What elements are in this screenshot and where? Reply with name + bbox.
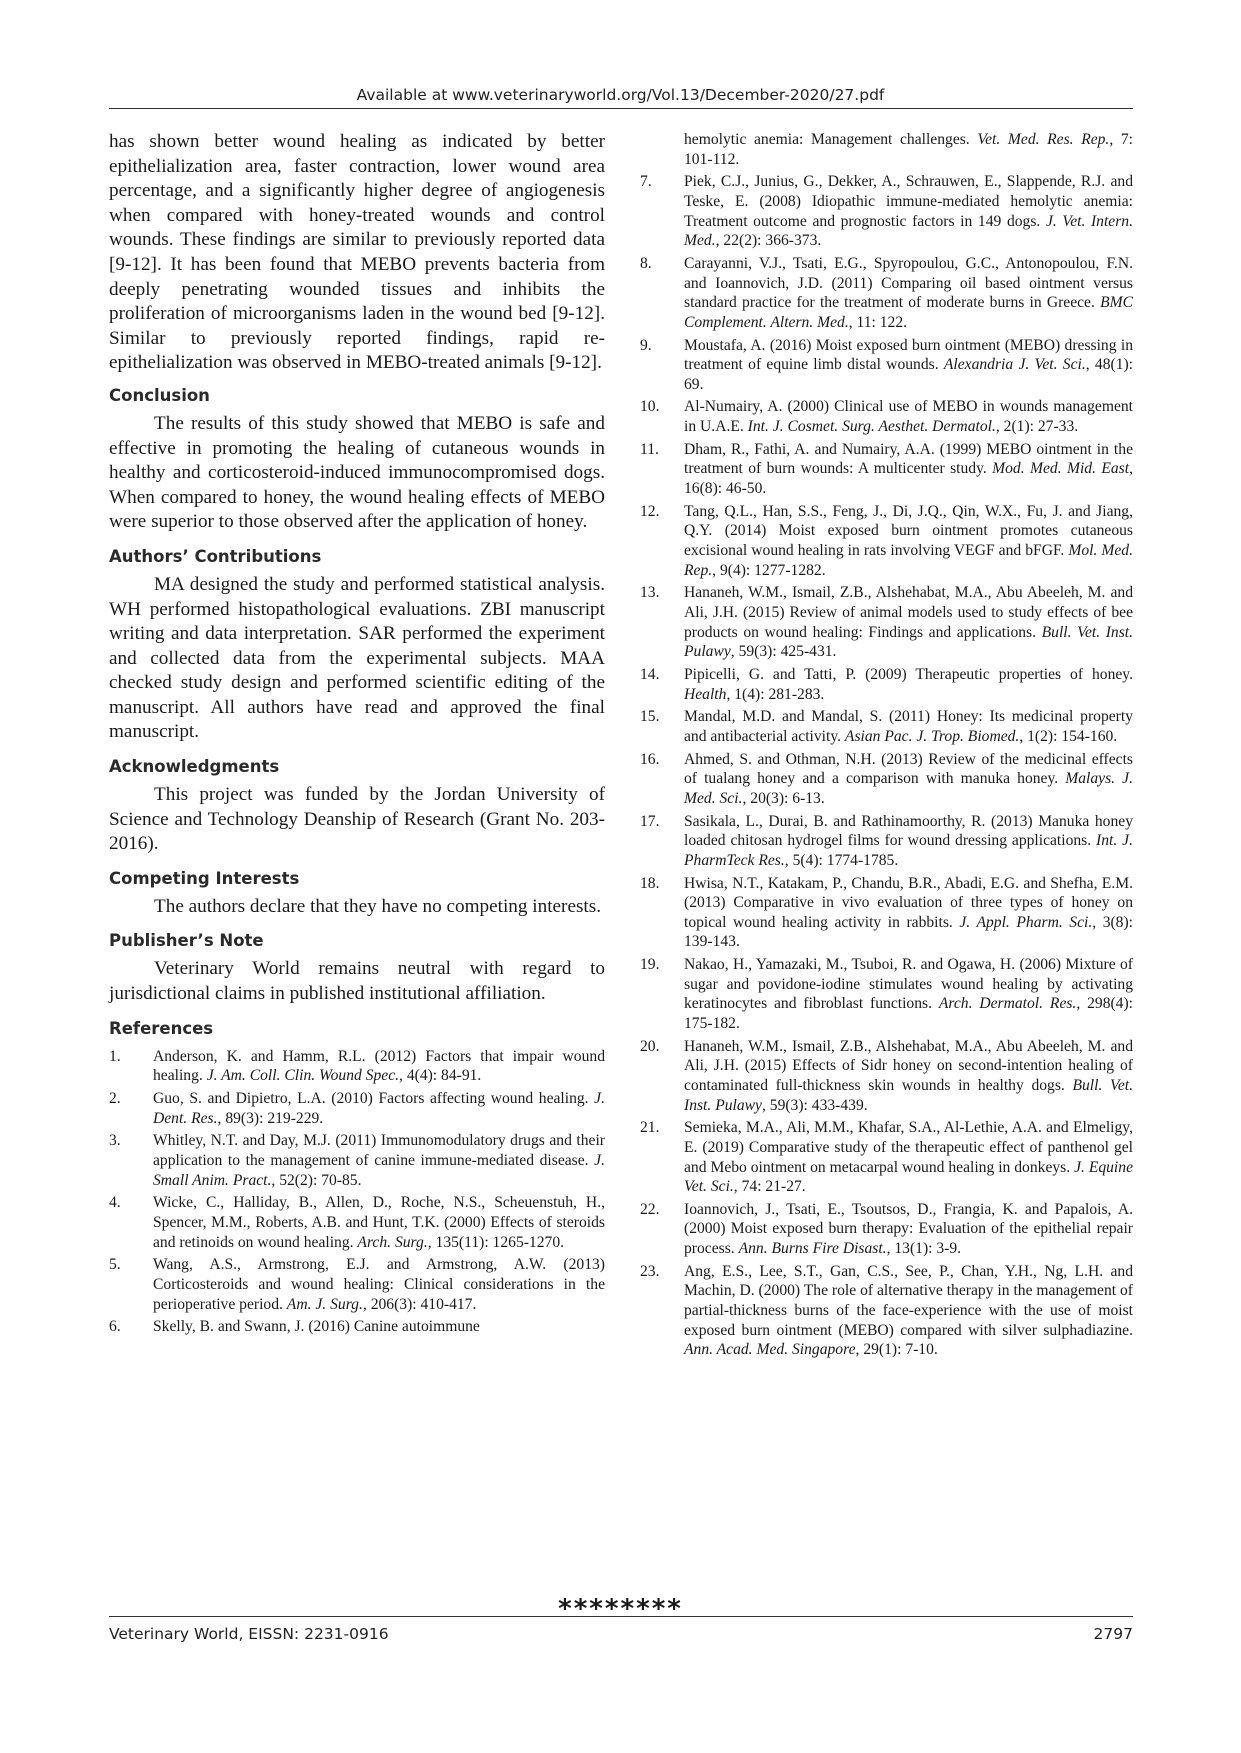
reference-text: [153, 1131, 605, 1190]
reference-volume-pages: , 1(2): 154-160.: [1019, 727, 1118, 745]
reference-authors-title: Dham, R., Fathi, A. and Numairy, A.A. (1999) MEBO ointment in the treatment of burn wounds: A multicenter study.: [684, 440, 1133, 478]
reference-number: [640, 130, 684, 169]
reference-item: [640, 707, 1133, 746]
reference-number: 12.: [640, 502, 660, 520]
reference-text: [153, 1089, 605, 1128]
reference-item: [640, 1262, 1133, 1360]
reference-number: 15.: [640, 708, 660, 726]
reference-number: 14.: [640, 665, 660, 683]
reference-item: [640, 583, 1133, 661]
reference-item: [109, 1131, 605, 1190]
reference-journal: Int. J. PharmTeck Res.: [684, 832, 1133, 869]
reference-number: 2.: [109, 1090, 121, 1107]
reference-item: [640, 812, 1133, 871]
reference-journal: Bull. Vet. Inst. Pulawy: [684, 1076, 1133, 1114]
reference-journal: Alexandria J. Vet. Sci.: [943, 356, 1086, 374]
reference-authors-title: Al-Numairy, A. (2000) Clinical use of MEBO in wounds management in U.A.E.: [684, 398, 1133, 436]
reference-journal: J. Dent. Res.: [153, 1090, 605, 1127]
acknowledgments-paragraph: This project was funded by the Jordan University of Science and Technology Deanship of Research (Grant No. 203-2016).: [109, 784, 605, 855]
reference-volume-pages: , 13(1): 3-9.: [886, 1240, 962, 1258]
reference-item: [640, 750, 1133, 809]
competing-interests-paragraph: The authors declare that they have no competing interests.: [154, 895, 602, 917]
reference-journal: Mod. Med. Mid. East: [992, 460, 1130, 478]
reference-authors-title: Ioannovich, J., Tsati, E., Tsoutsos, D., Frangia, K. and Papalois, A. (2000) Moist exposed burn therapy: Evaluation of the epithelial repair process.: [684, 1200, 1133, 1258]
reference-journal: Vet. Med. Res. Rep.: [977, 131, 1110, 148]
reference-text: [684, 440, 1133, 499]
reference-text: [684, 583, 1133, 661]
publishers-note-heading: Publisher’s Note: [109, 931, 264, 951]
reference-authors-title: Ahmed, S. and Othman, N.H. (2013) Review of the medicinal effects of tualang honey and a comparison with manuka honey.: [684, 750, 1133, 788]
references-heading: References: [109, 1018, 214, 1038]
reference-journal: Am. J. Surg.: [286, 1295, 363, 1313]
left-column: [109, 130, 605, 1340]
reference-volume-pages: , 135(11): 1265-1270.: [427, 1233, 565, 1251]
reference-journal: Asian Pac. J. Trop. Biomed.: [844, 727, 1020, 745]
reference-item: [640, 874, 1133, 952]
reference-journal: J. Small Anim. Pract.: [153, 1151, 605, 1189]
reference-volume-pages: , 11: 122.: [848, 313, 908, 331]
reference-authors-title: Piek, C.J., Junius, G., Dekker, A., Schrauwen, E., Slappende, R.J. and Teske, E. (2008) Idiopathic immune-mediated hemolytic anemia: Treatment outcome and prognostic factors in 149 dogs.: [684, 173, 1133, 230]
reference-volume-pages: , 59(3): 425-431.: [730, 643, 837, 661]
reference-text: [684, 1118, 1133, 1196]
reference-authors-title: Nakao, H., Yamazaki, M., Tsuboi, R. and Ogawa, H. (2006) Mixture of sugar and povidone-iodine stimulates wound healing by activating keratinocytes and fibroblast functions.: [684, 956, 1133, 1013]
footer-rule: [109, 1616, 1133, 1617]
reference-item: [109, 1089, 605, 1128]
reference-volume-pages: , 52(2): 70-85.: [271, 1171, 362, 1189]
reference-item: [640, 1200, 1133, 1259]
footer-page-number: 2797: [1093, 1625, 1133, 1643]
reference-volume-pages: , 59(3): 433-439.: [761, 1096, 868, 1114]
contributions-paragraph: MA designed the study and performed statistical analysis. WH performed histopathological evaluations. ZBI manuscript writing and data interpretation. SAR performed the experiment and collected data from the experimental subjects. MAA checked study design and performed scientific editing of the manuscript. All authors have read and approved the final manuscript.: [109, 573, 605, 743]
conclusion-heading: Conclusion: [109, 385, 210, 405]
reference-number: 18.: [640, 874, 660, 892]
reference-authors-title: Hwisa, N.T., Katakam, P., Chandu, B.R., Abadi, E.G. and Shefha, E.M. (2013) Comparative in vivo evaluation of three types of honey on topical wound healing activity in rabbits.: [684, 874, 1133, 931]
reference-authors-title: Skelly, B. and Swann, J. (2016) Canine autoimmune: [153, 1318, 480, 1336]
reference-volume-pages: , 16(8): 46-50.: [684, 460, 1133, 498]
reference-journal: Ann. Burns Fire Disast.: [738, 1240, 887, 1258]
reference-item: [640, 440, 1133, 499]
reference-number: 6.: [109, 1318, 121, 1336]
reference-number: 22.: [640, 1200, 660, 1218]
reference-journal: BMC Complement. Altern. Med.: [684, 294, 1133, 331]
reference-volume-pages: , 48(1): 69.: [684, 356, 1134, 393]
references-list-right: [640, 130, 1133, 1360]
reference-authors-title: Sasikala, L., Durai, B. and Rathinamoorthy, R. (2013) Manuka honey loaded chitosan hydrogel films for wound dressing applications.: [684, 812, 1133, 850]
reference-number: 21.: [640, 1119, 660, 1137]
reference-volume-pages: , 7: 101-112.: [684, 131, 1133, 168]
reference-authors-title: Mandal, M.D. and Mandal, S. (2011) Honey: Its medicinal property and antibacterial activity.: [684, 708, 1133, 745]
reference-number: 5.: [109, 1256, 121, 1274]
reference-journal: J. Vet. Intern. Med.: [684, 212, 1133, 250]
reference-volume-pages: , 22(2): 366-373.: [715, 232, 822, 250]
reference-text: [153, 1317, 605, 1337]
reference-item: [640, 1037, 1133, 1115]
reference-number: 17.: [640, 812, 660, 830]
reference-authors-title: Guo, S. and Dipietro, L.A. (2010) Factors affecting wound healing.: [153, 1090, 595, 1107]
reference-text: [153, 1047, 605, 1086]
reference-item: [109, 1317, 605, 1337]
reference-text: [684, 812, 1133, 871]
reference-authors-title: Ang, E.S., Lee, S.T., Gan, C.S., See, P., Chan, Y.H., Ng, L.H. and Machin, D. (2000) The role of alternative therapy in the management of partial-thickness burns of the face-experience with the use of moist exposed burn ointment (MEBO) compared with silver sulphadiazine.: [684, 1262, 1133, 1339]
reference-authors-title: Wang, A.S., Armstrong, E.J. and Armstrong, A.W. (2013) Corticosteroids and wound healing: Clinical considerations in the perioperative period.: [153, 1256, 605, 1313]
reference-authors-title: Anderson, K. and Hamm, R.L. (2012) Factors that impair wound healing.: [153, 1047, 605, 1085]
reference-volume-pages: , 206(3): 410-417.: [362, 1295, 477, 1313]
reference-text: [153, 1193, 605, 1252]
reference-volume-pages: , 5(4): 1774-1785.: [784, 851, 899, 869]
reference-number: 20.: [640, 1037, 660, 1055]
footer-journal: Veterinary World, EISSN: 2231-0916: [109, 1625, 389, 1643]
reference-item: [640, 172, 1133, 250]
reference-text: [684, 955, 1133, 1033]
reference-number: 16.: [640, 750, 660, 768]
discussion-paragraph: has shown better wound healing as indicated by better epithelialization area, faster contraction, lower wound area percentage, and a significantly higher degree of angiogenesis when compared with honey-treated wounds and control wounds. These findings are similar to previously reported data [9-12]. It has been found that MEBO prevents bacteria from deeply penetrating wounded tissues and inhibits the proliferation of microorganisms laden in the wound bed [9-12]. Similar to previously reported findings, rapid re-epithelialization was observed in MEBO-treated animals [9-12].: [109, 131, 605, 374]
reference-item: [109, 1047, 605, 1086]
reference-item: [640, 397, 1133, 436]
reference-number: 19.: [640, 956, 660, 974]
reference-authors-title: Semieka, M.A., Ali, M.M., Khafar, S.A., Al-Lethie, A.A. and Elmeligy, E. (2019) Comparative study of the therapeutic effect of panthenol gel and Mebo ointment on metacarpal wound healing in donkeys.: [684, 1119, 1133, 1176]
reference-text: [684, 750, 1133, 809]
reference-text: [684, 130, 1133, 169]
reference-volume-pages: , 298(4): 175-182.: [684, 995, 1134, 1032]
reference-text: [684, 1037, 1133, 1115]
reference-number: 11.: [640, 440, 659, 458]
reference-journal: J. Equine Vet. Sci.: [684, 1158, 1133, 1196]
reference-text: [684, 707, 1133, 746]
reference-number: 8.: [640, 254, 652, 272]
reference-journal: Ann. Acad. Med. Singapore: [684, 1341, 856, 1359]
reference-text: [684, 397, 1133, 436]
reference-number: 7.: [640, 173, 652, 191]
reference-journal: J. Appl. Pharm. Sci.: [959, 913, 1093, 931]
reference-number: 10.: [640, 398, 660, 416]
reference-text: [684, 172, 1133, 250]
running-head: Available at www.veterinaryworld.org/Vol.13/December-2020/27.pdf: [356, 86, 885, 104]
reference-text: [684, 874, 1133, 952]
reference-volume-pages: , 29(1): 7-10.: [855, 1341, 938, 1359]
competing-interests-heading: Competing Interests: [109, 868, 300, 888]
reference-volume-pages: , 9(4): 1277-1282.: [712, 561, 826, 579]
reference-authors-title: hemolytic anemia: Management challenges.: [684, 131, 978, 148]
reference-journal: Mol. Med. Rep.: [684, 542, 1133, 579]
reference-authors-title: Pipicelli, G. and Tatti, P. (2009) Therapeutic properties of honey.: [684, 665, 1133, 683]
reference-item: [640, 1118, 1133, 1196]
reference-journal: Arch. Surg.: [357, 1233, 428, 1251]
reference-item: [109, 1255, 605, 1314]
reference-volume-pages: , 3(8): 139-143.: [684, 913, 1134, 951]
reference-text: [684, 1200, 1133, 1259]
acknowledgments-heading: Acknowledgments: [109, 757, 280, 777]
reference-volume-pages: , 74: 21-27.: [733, 1178, 806, 1196]
reference-authors-title: Whitley, N.T. and Day, M.J. (2011) Immunomodulatory drugs and their application to the management of canine immune-mediated disease.: [153, 1132, 605, 1169]
reference-text: [684, 502, 1133, 580]
reference-number: 4.: [109, 1194, 121, 1212]
reference-journal: Bull. Vet. Inst. Pulawy: [684, 623, 1133, 661]
reference-authors-title: Hananeh, W.M., Ismail, Z.B., Alshehabat, M.A., Abu Abeeleh, M. and Ali, J.H. (2015) Review of animal models used to study effects of bee products on wound healing: Findings and applications.: [684, 584, 1133, 641]
reference-item: [640, 336, 1133, 395]
reference-journal: Health: [684, 685, 727, 703]
reference-item: [109, 1193, 605, 1252]
reference-text: [684, 336, 1133, 395]
reference-authors-title: Carayanni, V.J., Tsati, E.G., Spyropoulou, G.C., Antonopoulou, F.N. and Ioannovich, J.D. (2011) Comparing oil based ointment versus standard practice for the treatment of moderate burns in Greece.: [684, 254, 1133, 312]
reference-item: [640, 502, 1133, 580]
reference-volume-pages: , 2(1): 27-33.: [995, 418, 1079, 436]
header-rule: [109, 108, 1133, 109]
reference-number: 3.: [109, 1132, 121, 1150]
reference-number: 1.: [109, 1047, 121, 1065]
reference-volume-pages: , 20(3): 6-13.: [742, 789, 825, 807]
reference-volume-pages: , 1(4): 281-283.: [726, 685, 825, 703]
reference-authors-title: Wicke, C., Halliday, B., Allen, D., Roche, N.S., Scheuenstuh, H., Spencer, M.M., Roberts, A.B. and Hunt, T.K. (2000) Effects of steroids and retinoids on wound healing.: [153, 1194, 605, 1251]
reference-item: [640, 955, 1133, 1033]
reference-text: [684, 254, 1133, 332]
reference-item: [640, 665, 1133, 704]
reference-item: [640, 254, 1133, 332]
reference-volume-pages: , 4(4): 84-91.: [399, 1067, 482, 1085]
reference-number: 23.: [640, 1262, 660, 1280]
reference-text: [153, 1255, 605, 1314]
contributions-heading: Authors’ Contributions: [109, 546, 322, 566]
right-column: [640, 130, 1133, 1363]
reference-authors-title: Hananeh, W.M., Ismail, Z.B., Alshehabat, M.A., Abu Abeeleh, M. and Ali, J.H. (2015) Effects of Sidr honey on second-intention healing of contaminated full-thickness skin wounds in healthy dogs.: [684, 1037, 1133, 1094]
conclusion-paragraph: The results of this study showed that MEBO is safe and effective in promoting the healing of cutaneous wounds in healthy and corticosteroid-induced immunocompromised dogs. When compared to honey, the wound healing effects of MEBO were superior to those observed after the application of honey.: [109, 412, 605, 533]
reference-text: [684, 1262, 1133, 1360]
reference-number: 9.: [640, 336, 652, 354]
reference-volume-pages: , 89(3): 219-229.: [217, 1109, 324, 1127]
publishers-note-paragraph: Veterinary World remains neutral with regard to jurisdictional claims in published institutional affiliation.: [109, 958, 605, 1005]
reference-journal: Int. J. Cosmet. Surg. Aesthet. Dermatol.: [747, 418, 996, 436]
reference-journal: Malays. J. Med. Sci.: [684, 770, 1133, 807]
reference-number: 13.: [640, 584, 660, 602]
references-list-left: [109, 1047, 605, 1337]
reference-journal: Arch. Dermatol. Res.: [938, 995, 1077, 1013]
reference-authors-title: Moustafa, A. (2016) Moist exposed burn ointment (MEBO) dressing in treatment of equine limb distal wounds.: [684, 336, 1133, 374]
reference-authors-title: Tang, Q.L., Han, S.S., Feng, J., Di, J.Q., Qin, W.X., Fu, J. and Jiang, Q.Y. (2014) Moist exposed burn ointment promotes cutaneous excisional wound healing in rats involving VEGF and bFGF.: [684, 502, 1133, 559]
end-mark: ********: [558, 1594, 683, 1624]
reference-text: [684, 665, 1133, 704]
reference-item: [640, 130, 1133, 169]
reference-journal: J. Am. Coll. Clin. Wound Spec.: [206, 1067, 400, 1085]
